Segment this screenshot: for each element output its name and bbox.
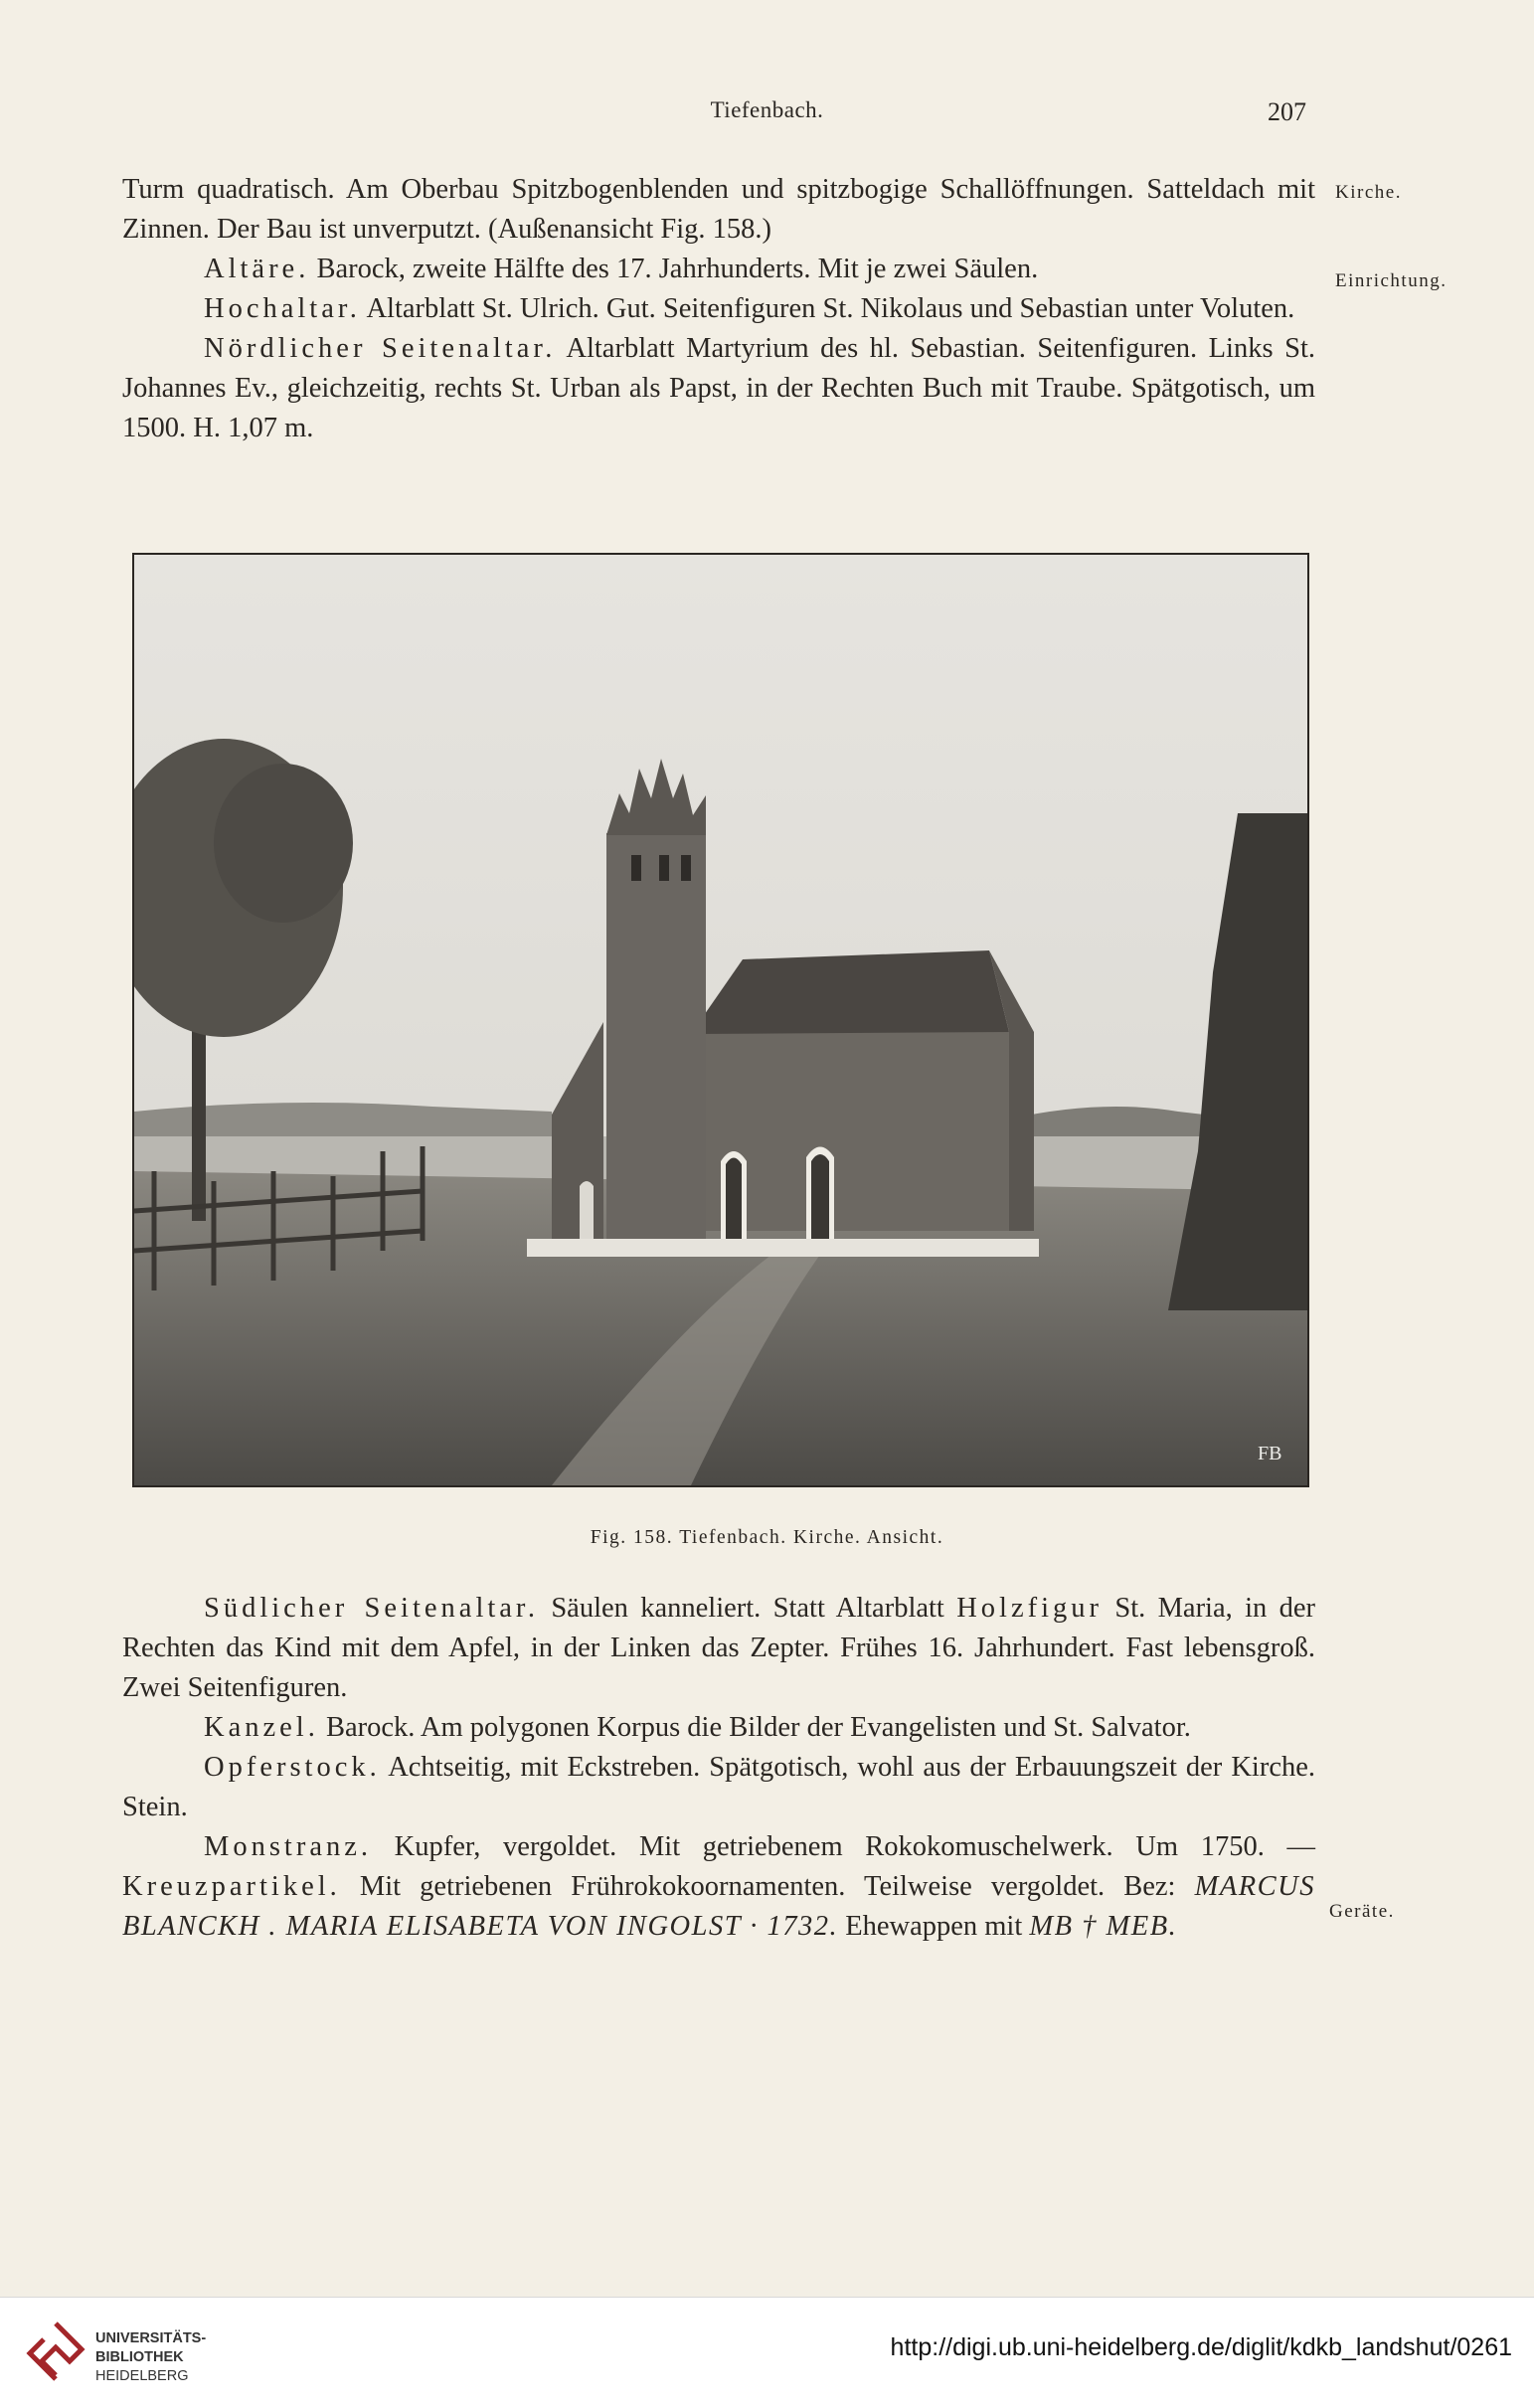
paragraph-text: Mit getriebenen Frührokokoornamenten. Teilweise vergoldet. Bez: <box>340 1871 1195 1902</box>
paragraph-text: Kupfer, vergoldet. Mit getriebenem Rokokomuschelwerk. Um 1750. — <box>372 1831 1315 1862</box>
paragraph-turm <box>122 170 1315 250</box>
margin-note-kirche: Kirche. <box>1335 182 1402 203</box>
photo-monogram: FB <box>1258 1443 1282 1464</box>
coat-of-arms-mark: MB † MEB. <box>1029 1911 1178 1942</box>
church-photograph <box>132 553 1309 1487</box>
paragraph-suedlicher-seitenaltar <box>122 1589 1315 1708</box>
paragraph-text: St. Maria, in der Rechten das Kind mit dem Apfel, in der Linken das Zepter. Frühes 16. Jahrhundert. Fast lebensgroß. Zwei Seitenfiguren. <box>122 1593 1315 1703</box>
paragraph-text: Säulen kanneliert. Statt Altarblatt <box>538 1593 957 1624</box>
library-name-line: UNIVERSITÄTS- <box>95 2330 207 2346</box>
text-block-bottom <box>122 1589 1315 1947</box>
paragraph-text: Altarblatt Martyrium des hl. Sebastian. Seitenfiguren. Links St. Johannes Ev., gleichzeitig, rechts St. Urban als Papst, in der Rechten Buch mit Traube. Spätgotisch, um 1500. H. 1,07 m. <box>122 333 1315 443</box>
page-number: 207 <box>1268 97 1306 126</box>
section-head: Hochaltar. <box>204 293 361 324</box>
running-title: Tiefenbach. <box>710 97 824 122</box>
paragraph-noerdlicher-seitenaltar <box>122 329 1315 448</box>
text-block-top <box>122 170 1315 448</box>
paragraph-text: Altarblatt St. Ulrich. Gut. Seitenfiguren St. Nikolaus und Sebastian unter Voluten. <box>360 293 1295 324</box>
section-head: Kanzel. <box>204 1712 319 1743</box>
paragraph-altaere <box>122 250 1315 289</box>
viewer-footer <box>0 2297 1534 2408</box>
section-head: Nördlicher Seitenaltar. <box>204 333 557 364</box>
margin-note-einrichtung: Einrichtung. <box>1335 270 1448 291</box>
paragraph-text: Barock, zweite Hälfte des 17. Jahrhunderts. Mit je zwei Säulen. <box>309 254 1039 284</box>
spaced-term: Kreuzpartikel. <box>122 1871 341 1902</box>
section-head: Opferstock. <box>204 1752 381 1783</box>
paragraph-hochaltar <box>122 289 1315 329</box>
inscription: MARCUS BLANCKH . MARIA ELISABETA VON INGOLST · 1732. <box>122 1871 1315 1942</box>
paragraph-kanzel <box>122 1708 1315 1748</box>
section-head: Altäre. <box>204 254 310 284</box>
library-logo-icon[interactable] <box>26 2320 85 2386</box>
paragraph-text: Barock. Am polygonen Korpus die Bilder der Evangelisten und St. Salvator. <box>318 1712 1191 1743</box>
section-head: Südlicher Seitenaltar. <box>204 1593 539 1624</box>
library-name <box>95 2329 206 2386</box>
paragraph-text: Ehewappen mit <box>838 1911 1030 1942</box>
paragraph-opferstock <box>122 1748 1315 1827</box>
section-head: Monstranz. <box>204 1831 373 1862</box>
library-name-line: BIBLIOTHEK <box>95 2349 184 2365</box>
permalink-url[interactable]: http://digi.ub.uni-heidelberg.de/diglit/kdkb_landshut/0261 <box>890 2333 1512 2361</box>
spaced-term: Holzfigur <box>956 1593 1104 1624</box>
paragraph-text: Turm quadratisch. Am Oberbau Spitzbogenblenden und spitzbogige Schallöffnungen. Satteldach mit Zinnen. Der Bau ist unverputzt. (Außenansicht Fig. 158.) <box>122 174 1315 245</box>
paragraph-monstranz <box>122 1827 1315 1947</box>
library-name-line: HEIDELBERG <box>95 2368 189 2384</box>
paragraph-text: Achtseitig, mit Eckstreben. Spätgotisch, wohl aus der Erbauungszeit der Kirche. Stein. <box>122 1752 1315 1822</box>
figure-caption: Fig. 158. Tiefenbach. Kirche. Ansicht. <box>590 1527 944 1548</box>
margin-note-geraete: Geräte. <box>1329 1901 1395 1922</box>
